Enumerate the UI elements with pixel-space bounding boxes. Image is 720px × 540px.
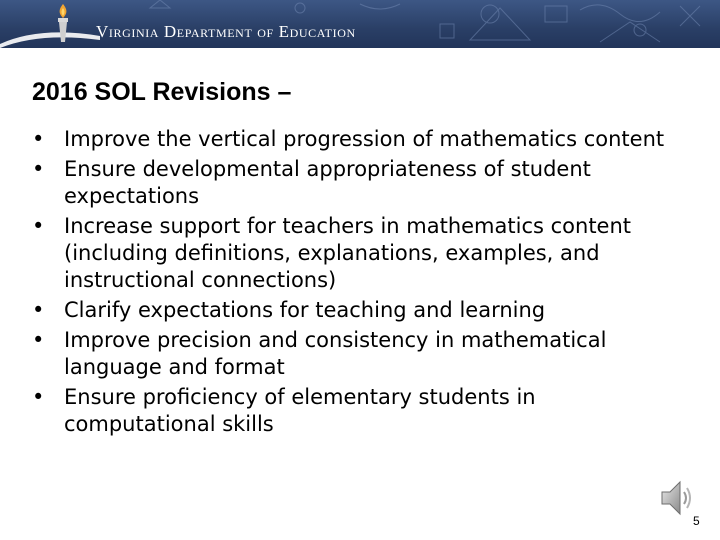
bullet-item: [32, 297, 672, 324]
page-number: 5: [693, 514, 700, 528]
bullet-marker: •: [32, 157, 45, 181]
bullet-item: [32, 126, 672, 153]
bullet-item: [32, 327, 672, 381]
speaker-icon[interactable]: [660, 478, 696, 518]
torch-icon: [52, 2, 74, 46]
slide-title: 2016 SOL Revisions –: [32, 78, 292, 106]
bullet-marker: •: [32, 298, 45, 322]
organization-name: Virginia Department of Education: [96, 22, 356, 41]
bullet-marker: •: [32, 385, 45, 409]
bullet-item: [32, 384, 672, 438]
bullet-marker: •: [32, 127, 45, 151]
bullet-item: [32, 213, 672, 294]
bullet-item: [32, 156, 672, 210]
header-banner: [0, 0, 720, 48]
bullet-text: Improve precision and consistency in mathematical language and format: [64, 328, 607, 379]
bullet-marker: •: [32, 214, 45, 238]
bullet-text: Improve the vertical progression of mathematics content: [64, 127, 665, 151]
bullet-text: Increase support for teachers in mathematics content (including definitions, explanations, examples, and instructional connections): [64, 214, 632, 292]
bullet-text: Clarify expectations for teaching and learning: [64, 298, 546, 322]
banner-swoosh: [0, 26, 100, 48]
bullet-marker: •: [32, 328, 45, 352]
bullet-text: Ensure developmental appropriateness of student expectations: [64, 157, 591, 208]
bullet-text: Ensure proficiency of elementary students in computational skills: [64, 385, 536, 436]
bullet-list: [32, 126, 672, 441]
